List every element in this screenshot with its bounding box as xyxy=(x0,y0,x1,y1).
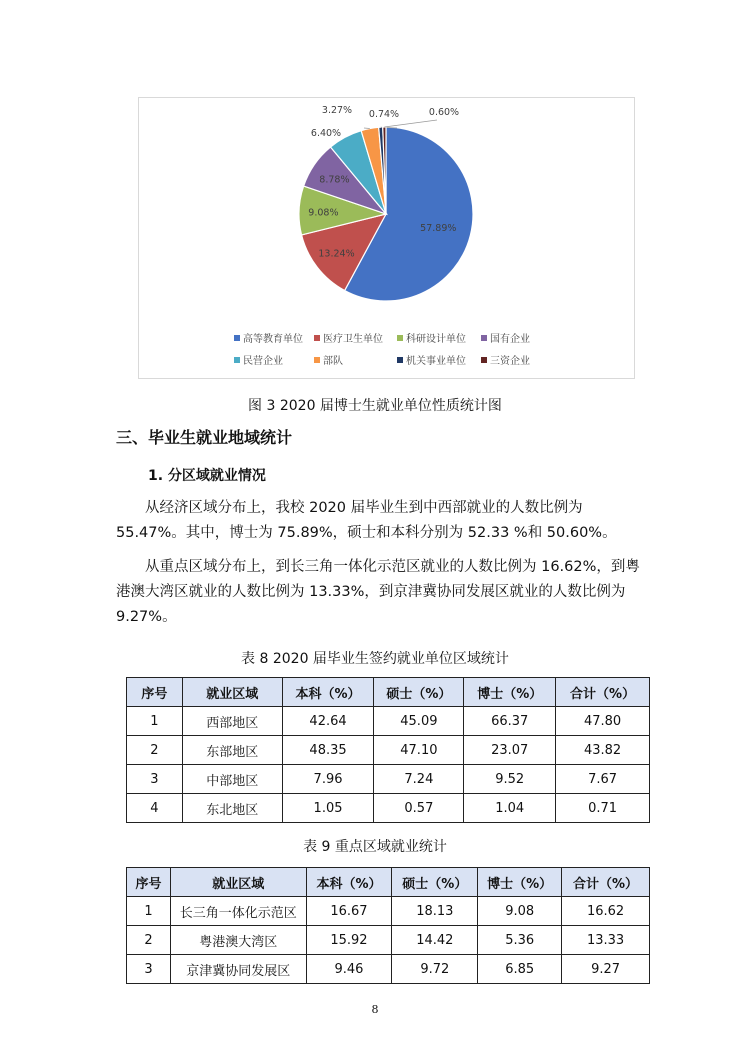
table-cell: 43.82 xyxy=(556,736,650,765)
pie-leader-line xyxy=(364,128,370,129)
table-cell: 14.42 xyxy=(392,926,478,955)
paragraph-economic-region: 从经济区域分布上，我校 2020 届毕业生到中西部就业的人数比例为 55.47%。其中，博士为 75.89%，硕士和本科分别为 52.33 %和 50.60%。 xyxy=(116,500,617,541)
table-cell: 45.09 xyxy=(374,707,464,736)
legend-swatch xyxy=(481,357,487,363)
pie-data-label: 3.27% xyxy=(321,105,353,116)
table8-header-undergrad: 本科（%） xyxy=(282,678,374,707)
table-cell: 中部地区 xyxy=(182,765,282,794)
table8-header-doctor: 博士（%） xyxy=(464,678,556,707)
table9-header-undergrad: 本科（%） xyxy=(306,868,392,897)
table-cell: 7.96 xyxy=(282,765,374,794)
table9-header-row xyxy=(127,868,650,897)
table-cell: 9.46 xyxy=(306,955,392,984)
table-cell: 16.62 xyxy=(562,897,650,926)
table-row xyxy=(127,736,650,765)
table-cell: 23.07 xyxy=(464,736,556,765)
table8-header-total: 合计（%） xyxy=(556,678,650,707)
legend-swatch xyxy=(234,357,240,363)
table-row xyxy=(127,794,650,823)
table-cell: 1.04 xyxy=(464,794,556,823)
legend-swatch xyxy=(397,335,403,341)
figure-caption: 图 3 2020 届博士生就业单位性质统计图 xyxy=(248,398,502,414)
legend-label: 医疗卫生单位 xyxy=(323,334,383,345)
table8-header-region: 就业区域 xyxy=(182,678,282,707)
table8-header-master: 硕士（%） xyxy=(374,678,464,707)
legend-swatch xyxy=(397,357,403,363)
table-cell: 粤港澳大湾区 xyxy=(170,926,306,955)
pie-data-label: 57.89% xyxy=(420,223,457,235)
pie-data-label: 6.40% xyxy=(310,128,342,139)
table-cell: 48.35 xyxy=(282,736,374,765)
table8-header-row xyxy=(127,678,650,707)
table-cell: 18.13 xyxy=(392,897,478,926)
table9-header-region: 就业区域 xyxy=(170,868,306,897)
table-cell: 6.85 xyxy=(478,955,562,984)
table9 xyxy=(126,867,650,984)
legend-swatch xyxy=(234,335,240,341)
table-row xyxy=(127,955,650,984)
table-cell: 4 xyxy=(127,794,183,823)
table-row xyxy=(127,897,650,926)
table-cell: 7.24 xyxy=(374,765,464,794)
paragraph-key-region: 从重点区域分布上，到长三角一体化示范区就业的人数比例为 16.62%，到粤港澳大湾区就业的人数比例为 13.33%，到京津冀协同发展区就业的人数比例为 9.27%。 xyxy=(116,559,640,625)
table-cell: 长三角一体化示范区 xyxy=(170,897,306,926)
table-cell: 1 xyxy=(127,897,171,926)
legend-label: 国有企业 xyxy=(490,334,530,345)
table9-header-total: 合计（%） xyxy=(562,868,650,897)
table-cell: 42.64 xyxy=(282,707,374,736)
table-cell: 0.71 xyxy=(556,794,650,823)
table-row xyxy=(127,926,650,955)
table-cell: 66.37 xyxy=(464,707,556,736)
table-row xyxy=(127,765,650,794)
table-cell: 5.36 xyxy=(478,926,562,955)
pie-chart-frame xyxy=(138,97,635,379)
table-cell: 9.08 xyxy=(478,897,562,926)
section-title: 三、毕业生就业地域统计 xyxy=(116,428,293,447)
pie-data-label: 0.74% xyxy=(368,109,400,120)
table-cell: 西部地区 xyxy=(182,707,282,736)
table-cell: 1.05 xyxy=(282,794,374,823)
table9-header-index: 序号 xyxy=(127,868,171,897)
pie-data-label: 0.60% xyxy=(428,107,460,118)
table-cell: 16.67 xyxy=(306,897,392,926)
table-cell: 7.67 xyxy=(556,765,650,794)
legend-label: 三资企业 xyxy=(490,356,530,367)
table9-caption: 表 9 重点区域就业统计 xyxy=(303,839,447,855)
table-cell: 9.52 xyxy=(464,765,556,794)
table-cell: 3 xyxy=(127,955,171,984)
legend-label: 民营企业 xyxy=(243,356,283,367)
table8-header-index: 序号 xyxy=(127,678,183,707)
legend-label: 机关事业单位 xyxy=(406,356,466,367)
legend-label: 高等教育单位 xyxy=(243,334,303,345)
table-cell: 1 xyxy=(127,707,183,736)
legend-label: 科研设计单位 xyxy=(406,334,466,345)
pie-leader-line xyxy=(384,120,437,127)
table-cell: 京津冀协同发展区 xyxy=(170,955,306,984)
table-cell: 东部地区 xyxy=(182,736,282,765)
pie-data-label: 9.08% xyxy=(308,207,339,219)
table-row xyxy=(127,707,650,736)
table-cell: 2 xyxy=(127,736,183,765)
table-cell: 47.10 xyxy=(374,736,464,765)
table8-caption: 表 8 2020 届毕业生签约就业单位区域统计 xyxy=(241,651,509,667)
pie-data-label: 13.24% xyxy=(318,248,355,260)
legend-swatch xyxy=(314,357,320,363)
legend-swatch xyxy=(481,335,487,341)
table9-header-doctor: 博士（%） xyxy=(478,868,562,897)
table8 xyxy=(126,677,650,823)
pie-data-label: 8.78% xyxy=(319,174,350,186)
page-number: 8 xyxy=(371,1003,379,1016)
table-cell: 9.72 xyxy=(392,955,478,984)
table-cell: 15.92 xyxy=(306,926,392,955)
legend-label: 部队 xyxy=(323,356,343,367)
table-cell: 3 xyxy=(127,765,183,794)
table-cell: 东北地区 xyxy=(182,794,282,823)
table-cell: 47.80 xyxy=(556,707,650,736)
table9-header-master: 硕士（%） xyxy=(392,868,478,897)
legend-swatch xyxy=(314,335,320,341)
table-cell: 13.33 xyxy=(562,926,650,955)
table-cell: 9.27 xyxy=(562,955,650,984)
pie-chart xyxy=(139,98,634,378)
subsection-title: 1. 分区域就业情况 xyxy=(148,468,266,484)
table-cell: 0.57 xyxy=(374,794,464,823)
table-cell: 2 xyxy=(127,926,171,955)
